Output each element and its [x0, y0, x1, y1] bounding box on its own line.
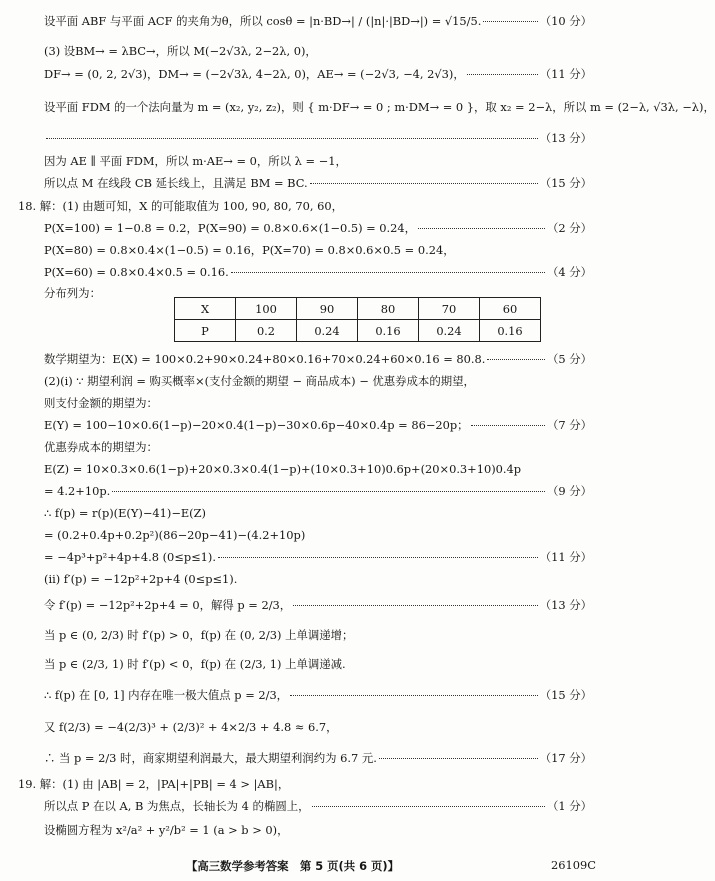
- table-cell: 0.2: [236, 320, 297, 342]
- line-point-m: [44, 176, 592, 190]
- line-text: 又 f(2/3) = −4(2/3)³ + (2/3)² + 4×2/3 + 4.8 ≈ 6.7，: [44, 720, 338, 734]
- line-solve-p: [44, 598, 592, 612]
- line-text: 18. 解：(1) 由题可知，X 的可能取值为 100, 90, 80, 70, 60，: [18, 199, 343, 213]
- line-text: DF→ = (0, 2, 2√3)，DM→ = (−2√3λ, 4−2λ, 0)，AE→ = (−2√3, −4, 2√3)，: [44, 67, 465, 81]
- line-text: = 4.2+10p.: [44, 484, 111, 498]
- line-text: 设平面 FDM 的一个法向量为 m = (x₂, y₂, z₂)，则 { m·DF→ = 0 ; m·DM→ = 0 }，取 x₂ = 2−λ，所以 m = (2−λ, √3λ, −λ)，: [44, 100, 715, 114]
- line-derivative: [44, 572, 592, 586]
- table-cell: 80: [358, 298, 419, 320]
- line-q18-intro: [18, 199, 592, 213]
- table-cell: 0.16: [480, 320, 541, 342]
- score-label: （9 分）: [546, 484, 592, 498]
- score-label: （15 分）: [539, 688, 592, 702]
- line-ez-result: [44, 484, 592, 498]
- line-text: 当 p ∈ (2/3, 1) 时 f′(p) < 0，f(p) 在 (2/3, 1) 上单调递减.: [44, 657, 346, 671]
- score-label: （17 分）: [539, 751, 592, 765]
- leader-dots: [46, 138, 538, 139]
- table-cell: P: [175, 320, 236, 342]
- score-label: （7 分）: [546, 418, 592, 432]
- line-q19-intro: [18, 777, 592, 791]
- line-text: 分布列为：: [44, 286, 101, 300]
- line-text: 所以点 M 在线段 CB 延长线上，且满足 BM = BC.: [44, 176, 308, 190]
- score-label: （11 分）: [539, 67, 592, 81]
- leader-dots: [487, 359, 545, 360]
- leader-dots: [467, 74, 538, 75]
- line-text: 当 p ∈ (0, 2/3) 时 f′(p) > 0，f(p) 在 (0, 2/3) 上单调递增；: [44, 628, 354, 642]
- line-text: 设椭圆方程为 x²/a² + y²/b² = 1 (a > b > 0)，: [44, 823, 289, 837]
- score-label: （15 分）: [539, 176, 592, 190]
- table-cell: 0.24: [419, 320, 480, 342]
- line-increasing: [44, 628, 592, 642]
- line-text: ∴ 当 p = 2/3 时，商家期望利润最大，最大期望利润约为 6.7 元.: [44, 751, 377, 765]
- line-text: 所以点 P 在以 A, B 为焦点，长轴长为 4 的椭圆上，: [44, 799, 310, 813]
- leader-dots: [379, 758, 538, 759]
- line-cos-theta: [44, 14, 592, 28]
- score-label: （13 分）: [539, 598, 592, 612]
- table-cell: 0.24: [297, 320, 358, 342]
- score-label: （11 分）: [539, 550, 592, 564]
- line-prob-80-70: [44, 243, 592, 257]
- line-text: 19. 解：(1) 由 |AB| = 2，|PA|+|PB| = 4 > |AB|，: [18, 777, 290, 791]
- leader-dots: [471, 425, 545, 426]
- table-cell: 100: [236, 298, 297, 320]
- distribution-table: [174, 297, 541, 342]
- score-label: （5 分）: [546, 352, 592, 366]
- line-text: (ii) f′(p) = −12p²+2p+4 (0≤p≤1).: [44, 572, 238, 586]
- line-coupon-heading: [44, 440, 592, 454]
- line-text: = (0.2+0.4p+0.2p²)(86−20p−41)−(4.2+10p): [44, 528, 306, 542]
- footer-code: 26109C: [551, 858, 596, 872]
- leader-dots: [293, 605, 538, 606]
- line-part2-profit-def: [44, 374, 592, 388]
- line-max-point: [44, 688, 592, 702]
- line-payment-heading: [44, 396, 592, 410]
- leader-dots: [312, 806, 545, 807]
- line-text: 因为 AE ∥ 平面 FDM，所以 m·AE→ = 0，所以 λ = −1，: [44, 154, 347, 168]
- leader-dots: [418, 228, 545, 229]
- line-text: 优惠券成本的期望为：: [44, 440, 158, 454]
- table-cell: X: [175, 298, 236, 320]
- line-text: E(Z) = 10×0.3×0.6(1−p)+20×0.3×0.4(1−p)+(10×0.3+10)0.6p+(20×0.3+10)0.4p: [44, 462, 522, 476]
- line-vectors: [44, 67, 592, 81]
- line-text: P(X=80) = 0.8×0.4×(1−0.5) = 0.16，P(X=70) = 0.8×0.6×0.5 = 0.24，: [44, 243, 455, 257]
- leader-dots: [483, 21, 537, 22]
- line-fp-def: [44, 506, 592, 520]
- line-prob-100-90: [44, 221, 592, 235]
- line-text: (3) 设BM→ = λBC→，所以 M(−2√3λ, 2−2λ, 0)，: [44, 44, 317, 58]
- line-text: ∴ f(p) = r(p)(E(Y)−41)−E(Z): [44, 506, 206, 520]
- line-text: 则支付金额的期望为：: [44, 396, 158, 410]
- leader-dots: [218, 557, 538, 558]
- leader-dots: [231, 272, 545, 273]
- line-fp-expand: [44, 528, 592, 542]
- line-f-value: [44, 720, 592, 734]
- line-text: 数学期望为：E(X) = 100×0.2+90×0.24+80×0.16+70×0.24+60×0.16 = 80.8.: [44, 352, 486, 366]
- line-fp-result: [44, 550, 592, 564]
- footer-title: 【高三数学参考答案 第 5 页(共 6 页)】: [186, 859, 399, 873]
- line-text: 设平面 ABF 与平面 ACF 的夹角为θ，所以 cosθ = |n·BD→| / (|n|·|BD→|) = √15/5.: [44, 14, 482, 28]
- table-cell: 70: [419, 298, 480, 320]
- score-label: （13 分）: [539, 131, 592, 145]
- table-header-row: [175, 298, 541, 320]
- line-text: 令 f′(p) = −12p²+2p+4 = 0，解得 p = 2/3，: [44, 598, 292, 612]
- line-ae-parallel: [44, 154, 592, 168]
- leader-dots: [290, 695, 538, 696]
- line-normal-vector: [44, 100, 715, 114]
- line-text: P(X=100) = 1−0.8 = 0.2，P(X=90) = 0.8×0.6×(1−0.5) = 0.24，: [44, 221, 417, 235]
- table-cell: 60: [480, 298, 541, 320]
- score-label: （4 分）: [546, 265, 592, 279]
- line-text: E(Y) = 100−10×0.6(1−p)−20×0.4(1−p)−30×0.6p−40×0.4p = 86−20p；: [44, 418, 469, 432]
- line-ellipse: [44, 799, 592, 813]
- line-text: P(X=60) = 0.8×0.4×0.5 = 0.16.: [44, 265, 229, 279]
- line-prob-60: [44, 265, 592, 279]
- score-label: （2 分）: [546, 221, 592, 235]
- line-text: (2)(i) ∵ 期望利润 = 购买概率×(支付金额的期望 − 商品成本) − 优惠券成本的期望，: [44, 374, 475, 388]
- leader-dots: [310, 183, 538, 184]
- line-ey: [44, 418, 592, 432]
- line-decreasing: [44, 657, 592, 671]
- line-text: ∴ f(p) 在 [0, 1] 内存在唯一极大值点 p = 2/3，: [44, 688, 289, 702]
- line-score-13: [44, 131, 592, 145]
- line-text: = −4p³+p²+4p+4.8 (0≤p≤1).: [44, 550, 216, 564]
- line-expectation: [44, 352, 592, 366]
- score-label: （1 分）: [546, 799, 592, 813]
- table-cell: 90: [297, 298, 358, 320]
- line-ez: [44, 462, 592, 476]
- leader-dots: [112, 491, 545, 492]
- line-conclusion: [44, 751, 592, 765]
- line-ellipse-equation: [44, 823, 592, 837]
- score-label: （10 分）: [539, 14, 592, 28]
- table-cell: 0.16: [358, 320, 419, 342]
- table-row: [175, 320, 541, 342]
- line-part3-bm: [44, 44, 592, 58]
